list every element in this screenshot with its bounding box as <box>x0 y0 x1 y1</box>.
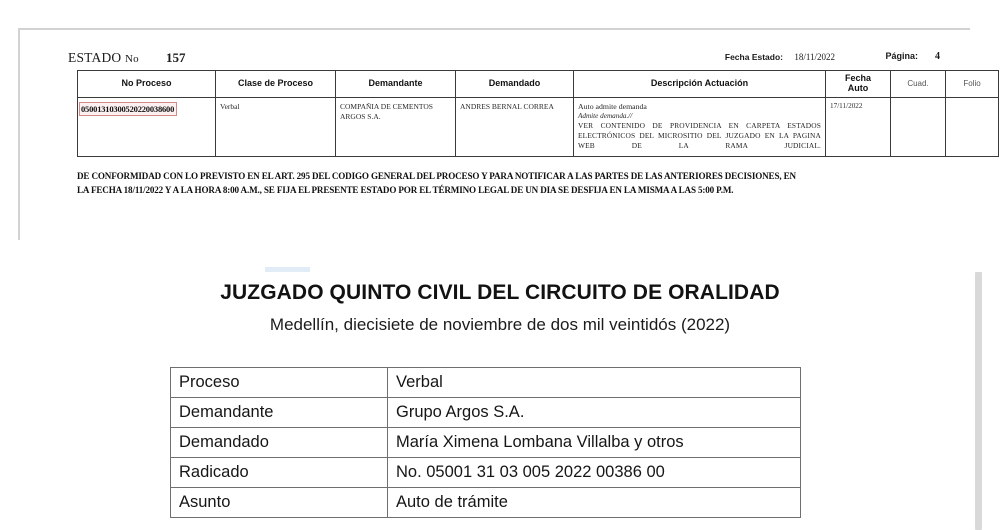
table-row <box>78 98 999 157</box>
row-label-demandado: Demandado <box>171 428 388 458</box>
row-value-asunto: Auto de trámite <box>388 488 801 518</box>
cell-descripcion-actuacion <box>574 98 826 157</box>
column-header-cuad: Cuad. <box>891 71 946 98</box>
descripcion-line-1: Auto admite demanda <box>578 102 647 111</box>
estado-table-header <box>78 71 999 98</box>
fecha-estado-value: 18/11/2022 <box>794 52 835 62</box>
cell-fecha-auto <box>826 98 891 157</box>
estado-table <box>77 70 999 157</box>
cell-clase-proceso <box>216 98 336 157</box>
cell-demandante <box>336 98 456 157</box>
column-header-folio: Folio <box>946 71 999 98</box>
pagina-label: Página: <box>885 51 918 61</box>
table-row <box>171 488 801 518</box>
scan-artifact <box>265 267 310 272</box>
estado-table-body <box>78 98 999 157</box>
page-title: JUZGADO QUINTO CIVIL DEL CIRCUITO DE ORALIDAD <box>220 281 780 304</box>
fecha-auto-head-line1: Fecha <box>844 73 871 84</box>
column-header-clase-proceso: Clase de Proceso <box>216 71 336 98</box>
column-header-no-proceso: No Proceso <box>78 71 216 98</box>
providencia-document-page <box>0 250 1000 530</box>
table-row <box>171 428 801 458</box>
row-value-proceso: Verbal <box>388 368 801 398</box>
table-row <box>171 398 801 428</box>
table-row <box>171 458 801 488</box>
fecha-auto-head-line2: Auto <box>847 83 869 93</box>
cell-folio <box>946 98 999 157</box>
descripcion-line-2: Admite demanda.// <box>578 112 633 121</box>
notice-line-2: LA FECHA 18/11/2022 Y A LA HORA 8:00 A.M., SE FIJA EL PRESENTE ESTADO POR EL TÉRMINO LEGAL DE UN DIA SE DESFIJA EN LA MISMA A LAS 5:00 P.M. <box>77 184 734 195</box>
demandado-value: ANDRES BERNAL CORREA <box>460 102 554 111</box>
row-value-demandante: Grupo Argos S.A. <box>388 398 801 428</box>
row-label-radicado: Radicado <box>171 458 388 488</box>
fecha-auto-value: 17/11/2022 <box>830 102 863 110</box>
cell-no-proceso <box>78 98 216 157</box>
descripcion-line-3: VER CONTENIDO DE PROVIDENCIA EN CARPETA ESTADOS ELECTRÓNICOS DEL MICROSITIO DEL JUZGADO EN LA PAGINA WEB DE LA RAMA JUDICIAL. <box>578 121 821 151</box>
row-label-demandante: Demandante <box>171 398 388 428</box>
clase-proceso-value: Verbal <box>220 102 240 111</box>
column-header-demandado: Demandado <box>456 71 574 98</box>
table-header-row <box>78 71 999 98</box>
demandante-value: COMPAÑIA DE CEMENTOS ARGOS S.A. <box>340 102 433 122</box>
pagina-value: 4 <box>935 51 940 62</box>
scrollbar-rail[interactable] <box>975 272 982 530</box>
row-value-demandado: María Ximena Lombana Villalba y otros <box>388 428 801 458</box>
case-details-body <box>171 368 801 518</box>
estado-label: ESTADO No <box>68 50 139 65</box>
estado-notice-paragraph <box>77 170 961 197</box>
row-value-radicado: No. 05001 31 03 005 2022 00386 00 <box>388 458 801 488</box>
row-label-proceso: Proceso <box>171 368 388 398</box>
highlighted-case-number: 05001310300520220038600 <box>79 102 177 116</box>
case-details-table <box>170 367 801 518</box>
cell-demandado <box>456 98 574 157</box>
row-label-asunto: Asunto <box>171 488 388 518</box>
notice-line-1: DE CONFORMIDAD CON LO PREVISTO EN EL ART. 295 DEL CODIGO GENERAL DEL PROCESO Y PARA NOTIFICAR A LAS PARTES DE LAS ANTERIORES DECISIONES, EN <box>77 171 796 181</box>
table-row <box>171 368 801 398</box>
court-date-line: Medellín, diecisiete de noviembre de dos mil veintidós (2022) <box>269 315 731 334</box>
estado-header <box>68 50 948 66</box>
cell-cuad <box>891 98 946 157</box>
fecha-estado-label: Fecha Estado: <box>724 52 783 62</box>
estado-document-page <box>18 28 981 240</box>
estado-number: 157 <box>166 50 186 65</box>
column-header-fecha-auto <box>826 71 891 98</box>
column-header-demandante: Demandante <box>336 71 456 98</box>
column-header-descripcion-actuacion: Descripción Actuación <box>574 71 826 98</box>
